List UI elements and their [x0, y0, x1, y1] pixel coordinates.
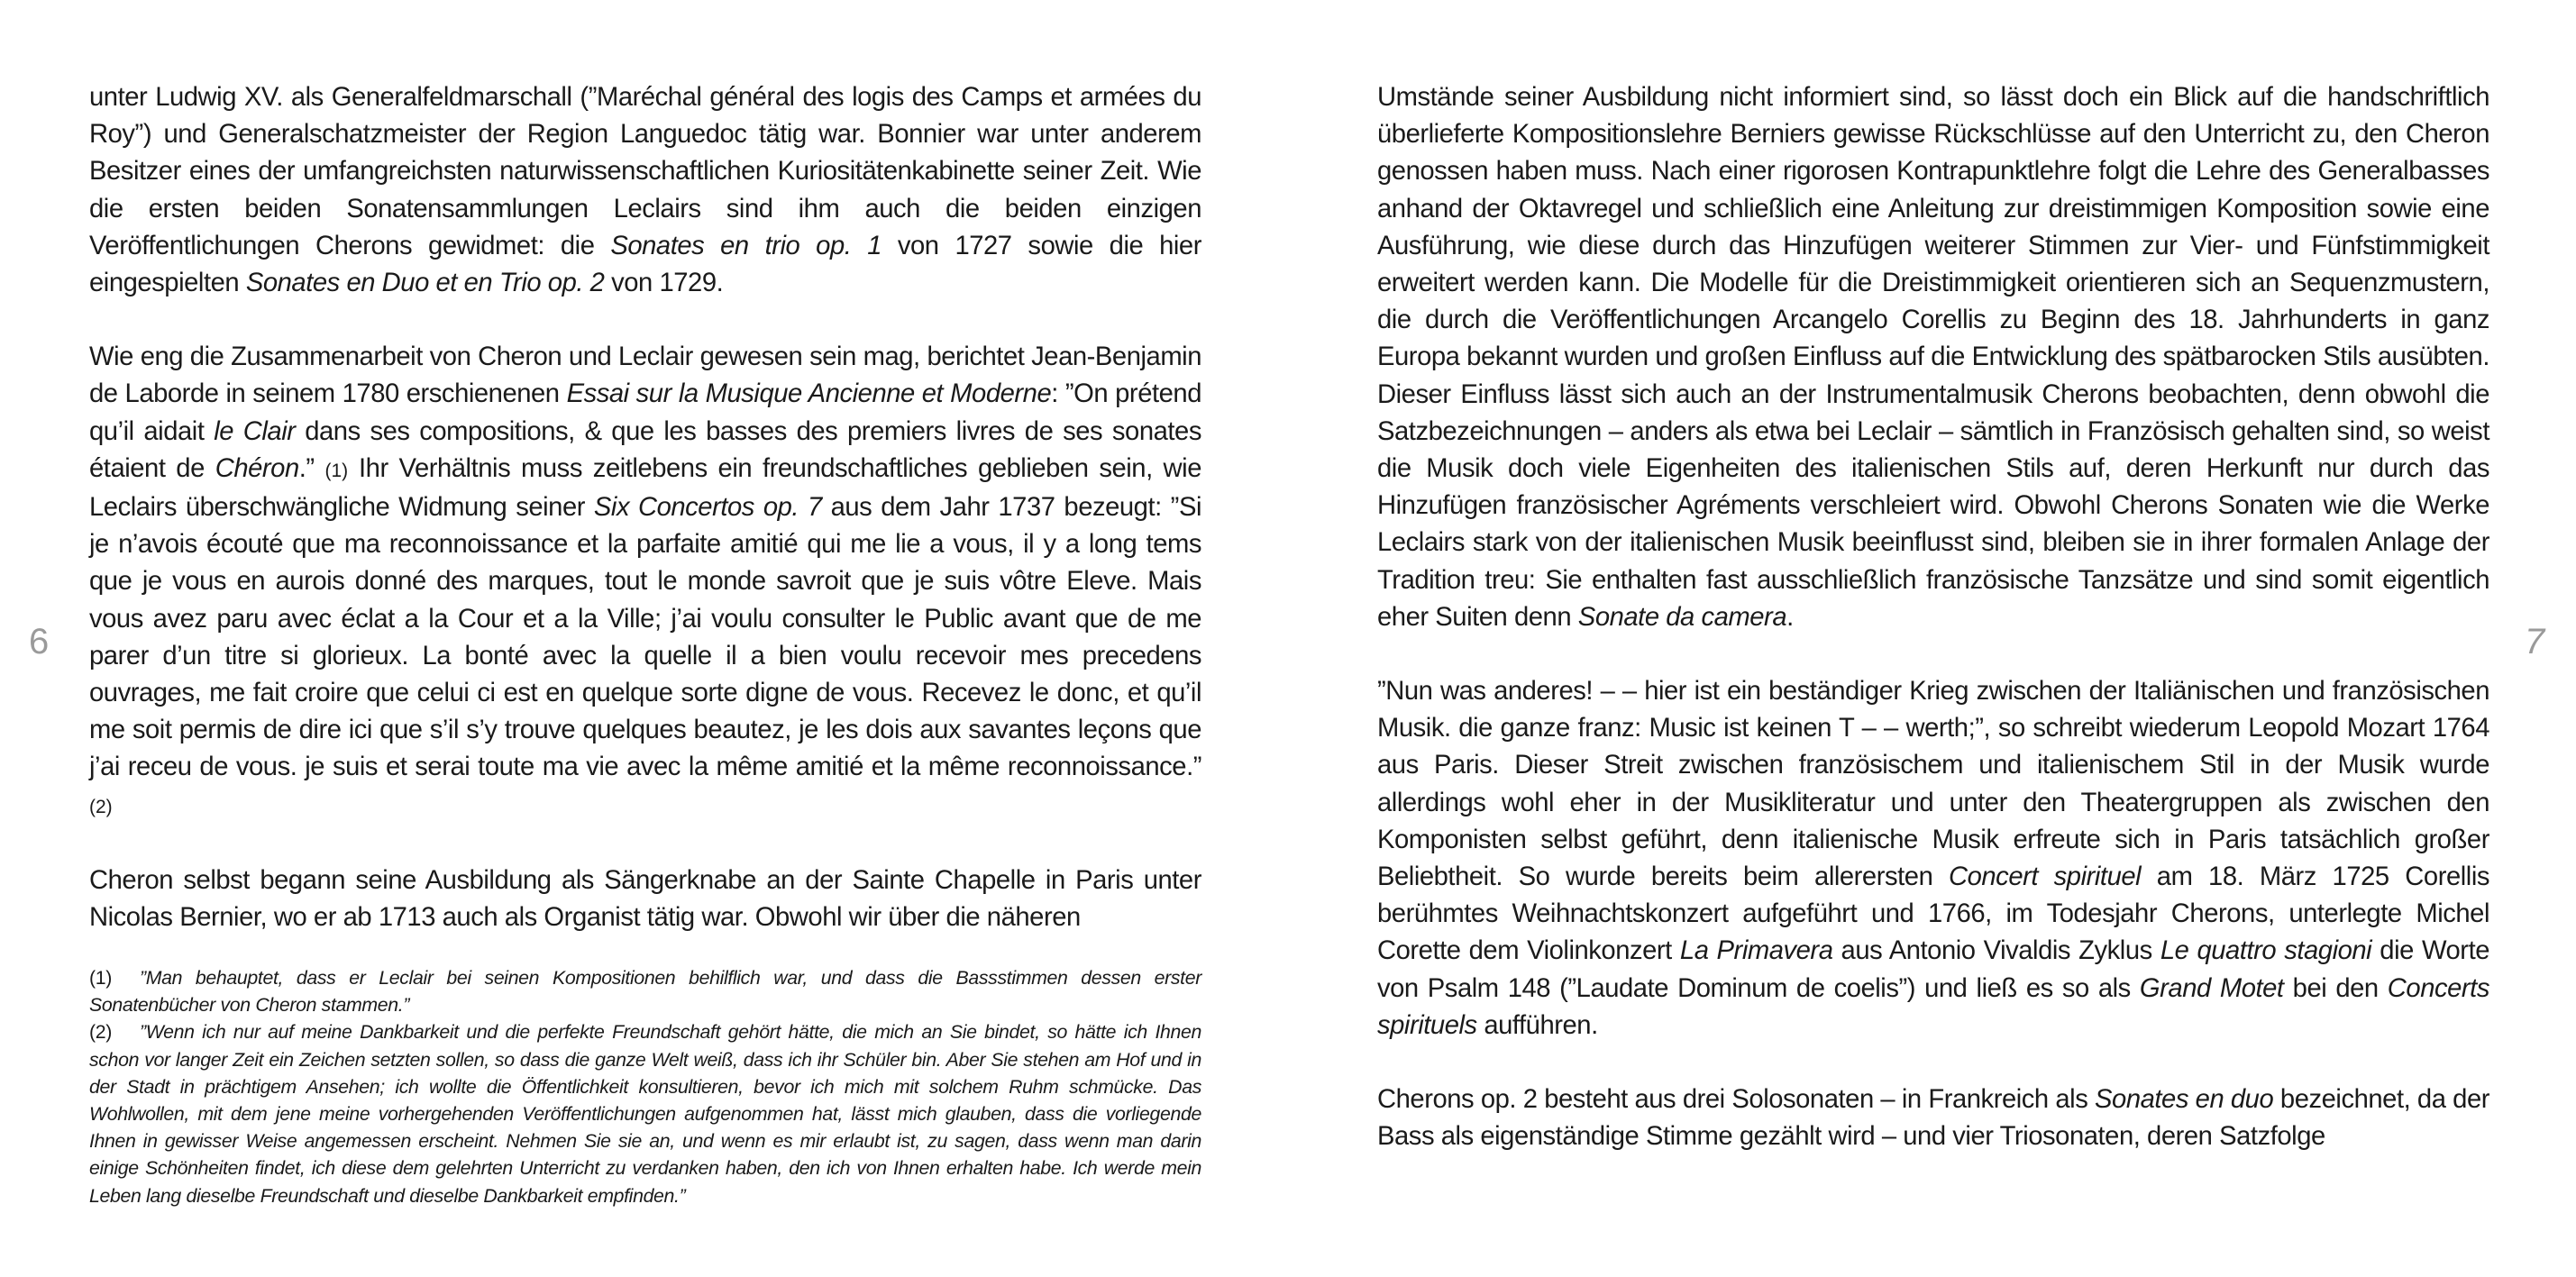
footnote-number: (2)	[89, 1021, 112, 1044]
paragraph: Umstände seiner Ausbildung nicht informiert sind, so lässt doch ein Blick auf die handschriftlich überlieferte Kompositionslehre Berniers gewisse Rückschlüsse auf den Unterricht zu, den Cheron genossen haben muss. Nach einer rigorosen Kontrapunktlehre folgt die Lehre des Generalbasses anhand der Oktavregel und schließlich eine Anleitung zur dreistimmigen Komposition sowie eine Ausführung, wie diese durch das Hinzufügen weiterer Stimmen zur Vier- und Fünfstimmigkeit erweitert werden kann. Die Modelle für die Dreistimmigkeit orientieren sich an Sequenzmustern, die durch die Veröffentlichungen Arcangelo Corellis zu Beginn des 18. Jahrhunderts in ganz Europa bekannt wurden und großen Einfluss auf die Entwicklung des spätbarocken Stils ausübten. Dieser Einfluss lässt sich auch an der Instrumentalmusik Cherons beobachten, denn obwohl die Satzbezeichnungen – anders als etwa bei Leclair – sämtlich in Französisch gehalten sind, so weist die Musik doch viele Eigenheiten des italienischen Stils auf, deren Herkunft nur durch das Hinzufügen französischer Agréments verschleiert wird. Obwohl Cherons Sonaten wie die Werke Leclairs stark von der italienischen Musik beeinflusst sind, bleiben sie in ihrer formalen Anlage der Tradition treu: Sie enthalten fast ausschließlich französische Tanzsätze und sind somit eigentlich eher Suiten denn Sonate da camera.	[1377, 83, 2489, 632]
italic-title: Sonate da camera	[1577, 602, 1787, 632]
footnote-reference: (1)	[324, 460, 349, 481]
paragraph: Cherons op. 2 besteht aus drei Solosonaten – in Frankreich als Sonates en duo bezeichnet, da der Bass als eigenständige Stimme gezählt wird – und vier Triosonaten, deren Satzfolge	[1377, 1085, 2490, 1152]
footnote-2	[89, 1018, 1201, 1209]
paragraph: ”Nun was anderes! – – hier ist ein beständiger Krieg zwischen der Italiänischen und französischen Musik. die ganze franz: Music ist keinen T – – werth;”, so schreibt wiederum Leopold Mozart 1764 aus Paris. Dieser Streit zwischen französischem und italienischem Stil in der Musik wurde allerdings wohl eher in der Musikliteratur und unter den Theatergruppen als zwischen den Komponisten selbst geführt, denn italienische Musik erfreute sich in Paris tatsächlich großer Beliebtheit. So wurde bereits beim allerersten Concert spirituel am 18. März 1725 Corellis berühmtes Weihnachtskonzert aufgeführt und 1766, im Todesjahr Cherons, unterlegte Michel Corette dem Violinkonzert La Primavera aus Antonio Vivaldis Zyklus Le quattro stagioni die Worte von Psalm 148 (”Laudate Dominum de coelis”) und ließ es so als Grand Motet bei den Concerts spirituels aufführen.	[1377, 677, 2490, 1040]
footnotes	[89, 964, 1201, 1209]
italic-title: Six Concertos op. 7	[593, 493, 822, 523]
paragraph: Wie eng die Zusammenarbeit von Cheron und Leclair gewesen sein mag, berichtet Jean-Benjamin de Laborde in seinem 1780 erschienenen Essai sur la Musique Ancienne et Moderne: ”On prétend qu’il aidait le Clair dans ses compositions, & que les basses des premiers livres de ses sonates étaient de Chéron.” (1) Ihr Verhältnis muss zeitlebens ein freundschaftliches geblieben sein, wie Leclairs überschwängliche Widmung seiner Six Concertos op. 7 aus dem Jahr 1737 bezeugt: ”Si je n’avois écouté que ma reconnoissance et la parfaite amitié qui me lie a vous, il y a long tems que je vous en aurois donné des marques, tout le monde savroit que je suis vôtre Eleve. Mais vous avez paru avec éclat a la Cour et a la Ville; j’ai voulu consulter le Public avant que de me parer d’un titre si glorieux. La bonté avec la quelle il a bien voulu recevoir mes precedens ouvrages, me fait croire que celui ci est en quelque sorte digne de vous. Recevez le donc, et qu’il me soit permis de dire ici que s’il s’y trouve quelques beautez, je les dois aux savantes leçons que j’ai receu de vous. je suis et serai toute ma vie avec la même amitié et la même reconnoissance.” (2)	[89, 342, 1201, 817]
paragraph: Cheron selbst begann seine Ausbildung als Sängerknabe an der Sainte Chapelle in Paris unter Nicolas Bernier, wo er ab 1713 auch als Organist tätig war. Obwohl wir über die näheren	[89, 865, 1201, 933]
paragraph: unter Ludwig XV. als Generalfeldmarschall (”Maréchal général des logis des Camps et armées du Roy”) und Generalschatzmeister der Region Languedoc tätig war. Bonnier war unter anderem Besitzer eines der umfangreichsten naturwissenschaftlichen Kuriositätenkabinette seiner Zeit. Wie die ersten beiden Sonatensammlungen Leclairs sind ihm auch die beiden einzigen Veröffentlichungen Cherons gewidmet: die Sonates en trio op. 1 von 1727 sowie die hier eingespielten Sonates en Duo et en Trio op. 2 von 1729.	[89, 83, 1201, 298]
italic-title: Sonates en trio op. 1	[610, 231, 882, 260]
italic-title: le Clair	[214, 416, 296, 446]
italic-title: Chéron	[215, 453, 299, 483]
footnote-1	[89, 964, 1201, 1018]
page-number-left: 6	[29, 622, 50, 661]
right-page	[1288, 0, 2576, 1277]
italic-title: La Primavera	[1679, 936, 1833, 966]
italic-title: Sonates en Duo et en Trio op. 2	[245, 269, 605, 298]
footnote-number: (1)	[89, 967, 112, 989]
italic-title: Essai sur la Musique Ancienne et Moderne	[566, 379, 1052, 409]
footnote-text: ”Man behauptet, dass er Leclair bei seinen Kompositionen behilflich war, und dass die Bassstimmen dessen erster Sonatenbücher von Cheron stammen.”	[89, 967, 1201, 1017]
italic-title: Le quattro stagioni	[2160, 936, 2372, 966]
right-body-text	[1377, 79, 2489, 1155]
italic-title: Sonates en duo	[2095, 1085, 2274, 1115]
left-body-text	[89, 79, 1201, 936]
italic-title: Grand Motet	[2139, 973, 2284, 1003]
page-number-right: 7	[2525, 622, 2545, 661]
footnote-text: ”Wenn ich nur auf meine Dankbarkeit und die perfekte Freundschaft gehört hätte, die mich an Sie bindet, so hätte ich Ihnen schon vor langer Zeit ein Zeichen setzten sollen, so dass die ganze Welt weiß, dass ich ihr Schüler bin. Aber Sie stehen am Hof und in der Stadt in prächtigem Ansehen; ich wollte die Öffentlichkeit konsultieren, bevor ich mich mit solchem Ruhm schmücke. Das Wohlwollen, mit dem jene meine vorhergehenden Veröffentlichungen aufgenommen hat, lässt mich glauben, dass die vorliegende Ihnen in gewisser Weise angemessen erscheint. Nehmen Sie sie an, und wenn es mir erlaubt ist, zu sagen, dass wenn man darin einige Schönheiten findet, ich diese dem gelehrten Unterricht zu verdanken haben, den ich von Ihnen erhalten habe. Ich werde mein Leben lang dieselbe Freundschaft und dieselbe Dankbarkeit empfinden.”	[89, 1021, 1201, 1207]
italic-title: Concert spirituel	[1948, 862, 2142, 892]
italic-title: Concerts spirituels	[1377, 973, 2489, 1040]
footnote-reference: (2)	[89, 796, 113, 817]
